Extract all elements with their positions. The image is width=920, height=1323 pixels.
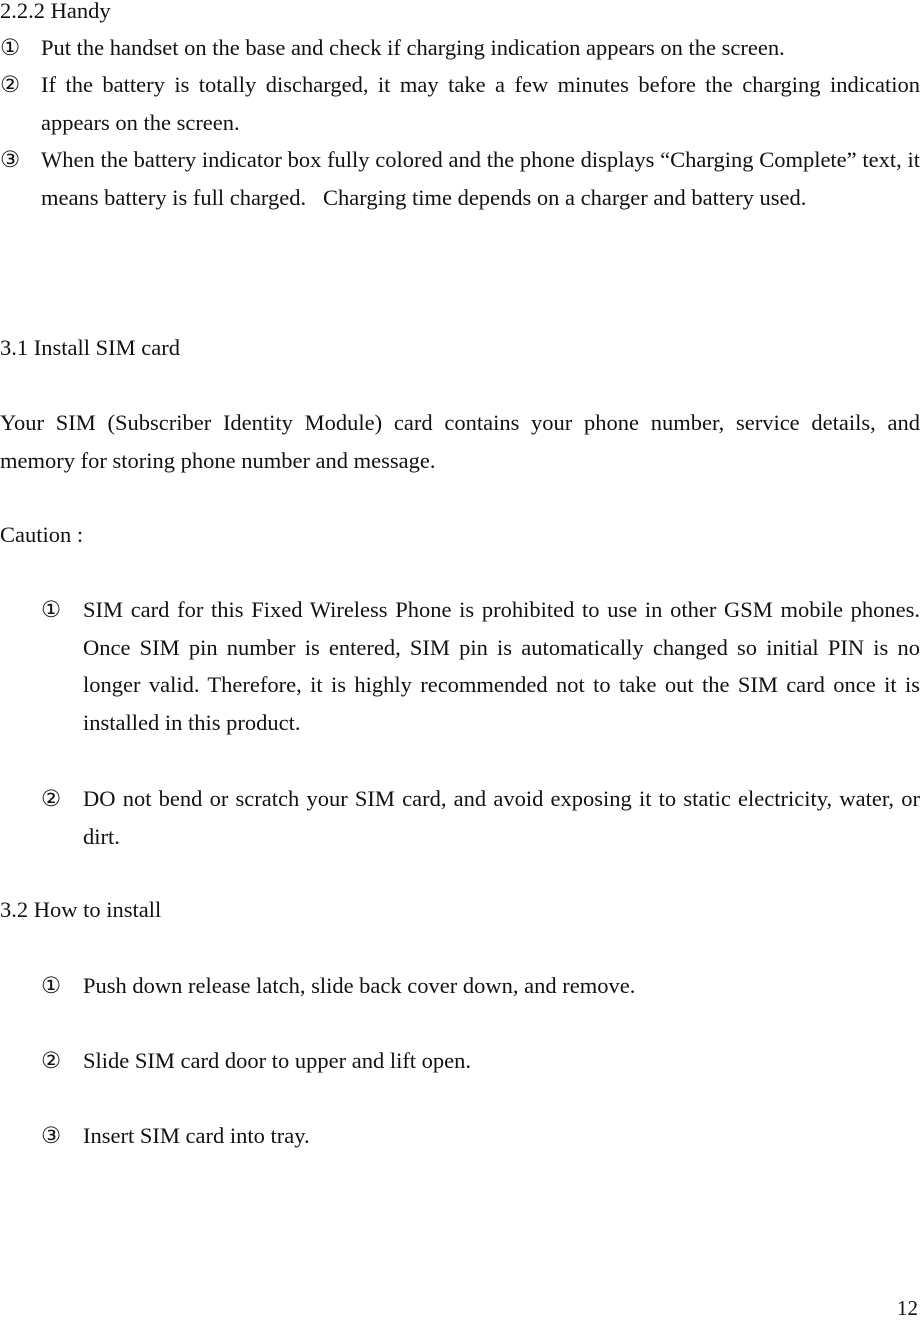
item-text: If the battery is totally discharged, it may take a few minutes before the charging indication appears on the screen. <box>41 72 920 135</box>
caution-item <box>41 780 920 855</box>
item-number: ③ <box>41 1123 62 1148</box>
section-heading-handy: 2.2.2 Handy <box>0 0 111 23</box>
item-number: ② <box>0 72 21 97</box>
caution-item <box>41 591 920 741</box>
list-item <box>0 29 920 67</box>
item-number: ② <box>41 1048 62 1073</box>
list-item <box>0 66 920 141</box>
page-number: 12 <box>897 1296 918 1320</box>
item-text: Slide SIM card door to upper and lift open. <box>83 1048 472 1073</box>
item-text: SIM card for this Fixed Wireless Phone is prohibited to use in other GSM mobile phones. Once SIM pin number is entered, SIM pin is automatically changed so initial PIN is no longer valid. Therefore, it is highly recommended not to take out the SIM card once it is installed in this product. <box>83 597 920 735</box>
item-text: Insert SIM card into tray. <box>83 1123 310 1148</box>
list-item <box>0 141 920 216</box>
item-number: ① <box>0 35 21 60</box>
step-item <box>41 1117 920 1155</box>
item-number: ① <box>41 597 62 622</box>
step-item <box>41 1042 920 1080</box>
item-text: When the battery indicator box fully colored and the phone displays “Charging Complete” text, it means battery is full charged. Charging time depends on a charger and battery used. <box>41 147 920 210</box>
step-item <box>41 967 920 1005</box>
item-text: Put the handset on the base and check if charging indication appears on the screen. <box>41 35 785 60</box>
section-heading-install-sim: 3.1 Install SIM card <box>0 335 180 360</box>
item-number: ② <box>41 786 62 811</box>
item-number: ① <box>41 973 62 998</box>
section-heading-how-to-install: 3.2 How to install <box>0 897 162 922</box>
item-text: DO not bend or scratch your SIM card, and avoid exposing it to static electricity, water, or dirt. <box>83 786 920 849</box>
intro-paragraph: Your SIM (Subscriber Identity Module) card contains your phone number, service details, and memory for storing phone number and message. <box>0 410 920 473</box>
item-text: Push down release latch, slide back cover down, and remove. <box>83 973 636 998</box>
item-number: ③ <box>0 147 21 172</box>
caution-label: Caution : <box>0 522 84 547</box>
